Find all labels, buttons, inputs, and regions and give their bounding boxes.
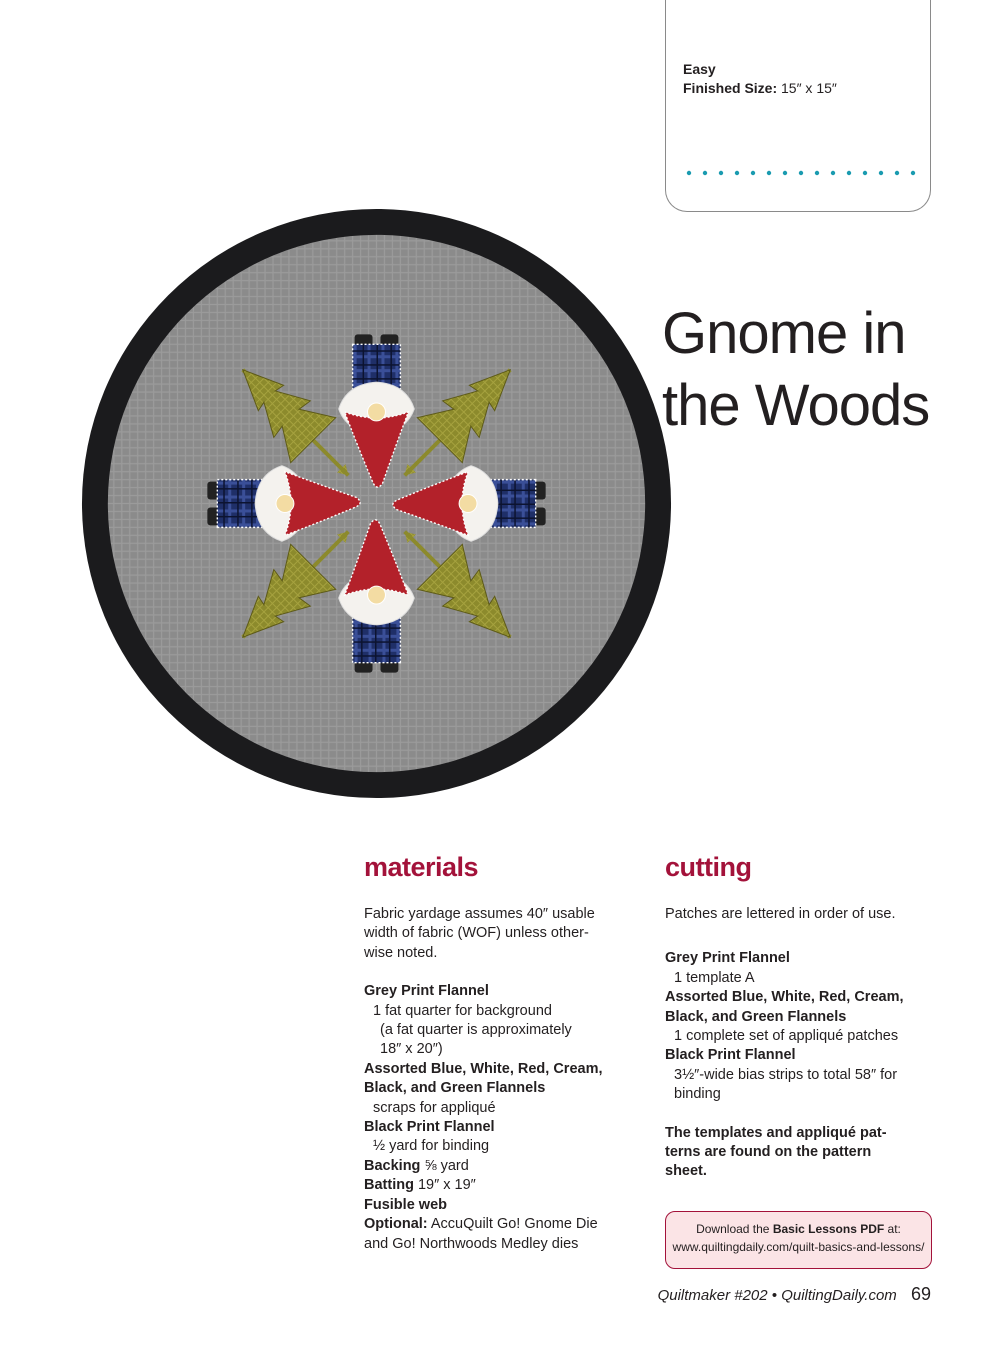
materials-assorted-3: scraps for appliqué <box>373 1099 496 1116</box>
divider-dot <box>767 171 771 175</box>
divider-dot <box>751 171 755 175</box>
materials-assorted-2: Black, and Green Flannels <box>364 1080 546 1097</box>
difficulty-label: Easy <box>683 61 716 77</box>
divider-dot <box>847 171 851 175</box>
divider-dot <box>895 171 899 175</box>
divider-dot <box>911 171 915 175</box>
quilt-image <box>78 205 675 802</box>
cutting-black-2: binding <box>674 1086 721 1103</box>
materials-batting-label: Batting <box>364 1177 414 1194</box>
divider-dot <box>703 171 707 175</box>
materials-grey-title: Grey Print Flannel <box>364 983 489 1000</box>
divider-dot <box>783 171 787 175</box>
page-number: 69 <box>910 1284 931 1304</box>
divider-dot <box>799 171 803 175</box>
materials-intro-2: width of fabric (WOF) unless other- <box>364 925 589 942</box>
dotted-divider <box>686 170 916 176</box>
divider-dot <box>687 171 691 175</box>
lessons-url-link[interactable]: www.quiltingdaily.com/quilt-basics-and-lessons/ <box>672 1240 925 1254</box>
title-line-2: the Woods <box>662 373 930 438</box>
materials-grey-1: 1 fat quarter for background <box>373 1002 552 1019</box>
cutting-black-1: 3½″-wide bias strips to total 58″ for <box>674 1066 898 1083</box>
cutting-grey-1: 1 template A <box>674 969 755 986</box>
materials-black-1: ½ yard for binding <box>373 1138 490 1155</box>
page-title <box>662 298 982 442</box>
cutting-list <box>665 905 945 1182</box>
materials-optional-2: and Go! Northwoods Medley dies <box>364 1235 579 1252</box>
divider-dot <box>719 171 723 175</box>
lessons-bold: Basic Lessons PDF <box>772 1222 885 1236</box>
cutting-heading: cutting <box>665 852 752 882</box>
finished-size-value: 15″ x 15″ <box>781 80 837 96</box>
footer-credit: Quiltmaker #202 • QuiltingDaily.com <box>657 1287 897 1304</box>
divider-dot <box>815 171 819 175</box>
cutting-note-3: sheet. <box>665 1163 707 1180</box>
info-box <box>665 0 931 212</box>
materials-intro-1: Fabric yardage assumes 40″ usable <box>364 906 595 922</box>
lessons-suffix: at: <box>887 1222 901 1236</box>
materials-intro-3: wise noted. <box>364 944 438 961</box>
cutting-note-2: terns are found on the pattern <box>665 1144 872 1161</box>
materials-fusible: Fusible web <box>364 1196 447 1213</box>
materials-batting-value: 19″ x 19″ <box>417 1177 476 1194</box>
finished-size-label: Finished Size: <box>683 80 778 96</box>
materials-assorted-1: Assorted Blue, White, Red, Cream, <box>364 1060 603 1077</box>
materials-heading: materials <box>364 852 479 882</box>
cutting-black-title: Black Print Flannel <box>665 1047 796 1064</box>
divider-dot <box>735 171 739 175</box>
divider-dot <box>863 171 867 175</box>
materials-list <box>364 905 634 1254</box>
materials-grey-2: (a fat quarter is approximately <box>380 1022 572 1039</box>
cutting-assorted-1: Assorted Blue, White, Red, Cream, <box>665 989 904 1006</box>
materials-optional-1: AccuQuilt Go! Gnome Die <box>430 1216 598 1233</box>
finished-size <box>683 80 837 96</box>
cutting-grey-title: Grey Print Flannel <box>665 950 790 967</box>
materials-black-title: Black Print Flannel <box>364 1119 495 1136</box>
materials-optional-label: Optional: <box>364 1216 428 1233</box>
page-footer <box>658 1284 931 1305</box>
title-line-1: Gnome in <box>662 301 906 366</box>
divider-dot <box>831 171 835 175</box>
basic-lessons-callout <box>665 1211 932 1269</box>
cutting-intro: Patches are lettered in order of use. <box>665 906 896 922</box>
materials-grey-3: 18″ x 20″) <box>380 1041 443 1058</box>
divider-dot <box>879 171 883 175</box>
materials-backing-label: Backing <box>364 1157 421 1174</box>
materials-backing-value: ⅝ yard <box>424 1157 469 1174</box>
lessons-prefix: Download the <box>696 1222 770 1236</box>
cutting-note-1: The templates and appliqué pat- <box>665 1124 887 1141</box>
cutting-assorted-3: 1 complete set of appliqué patches <box>674 1028 899 1045</box>
cutting-assorted-2: Black, and Green Flannels <box>665 1008 847 1025</box>
